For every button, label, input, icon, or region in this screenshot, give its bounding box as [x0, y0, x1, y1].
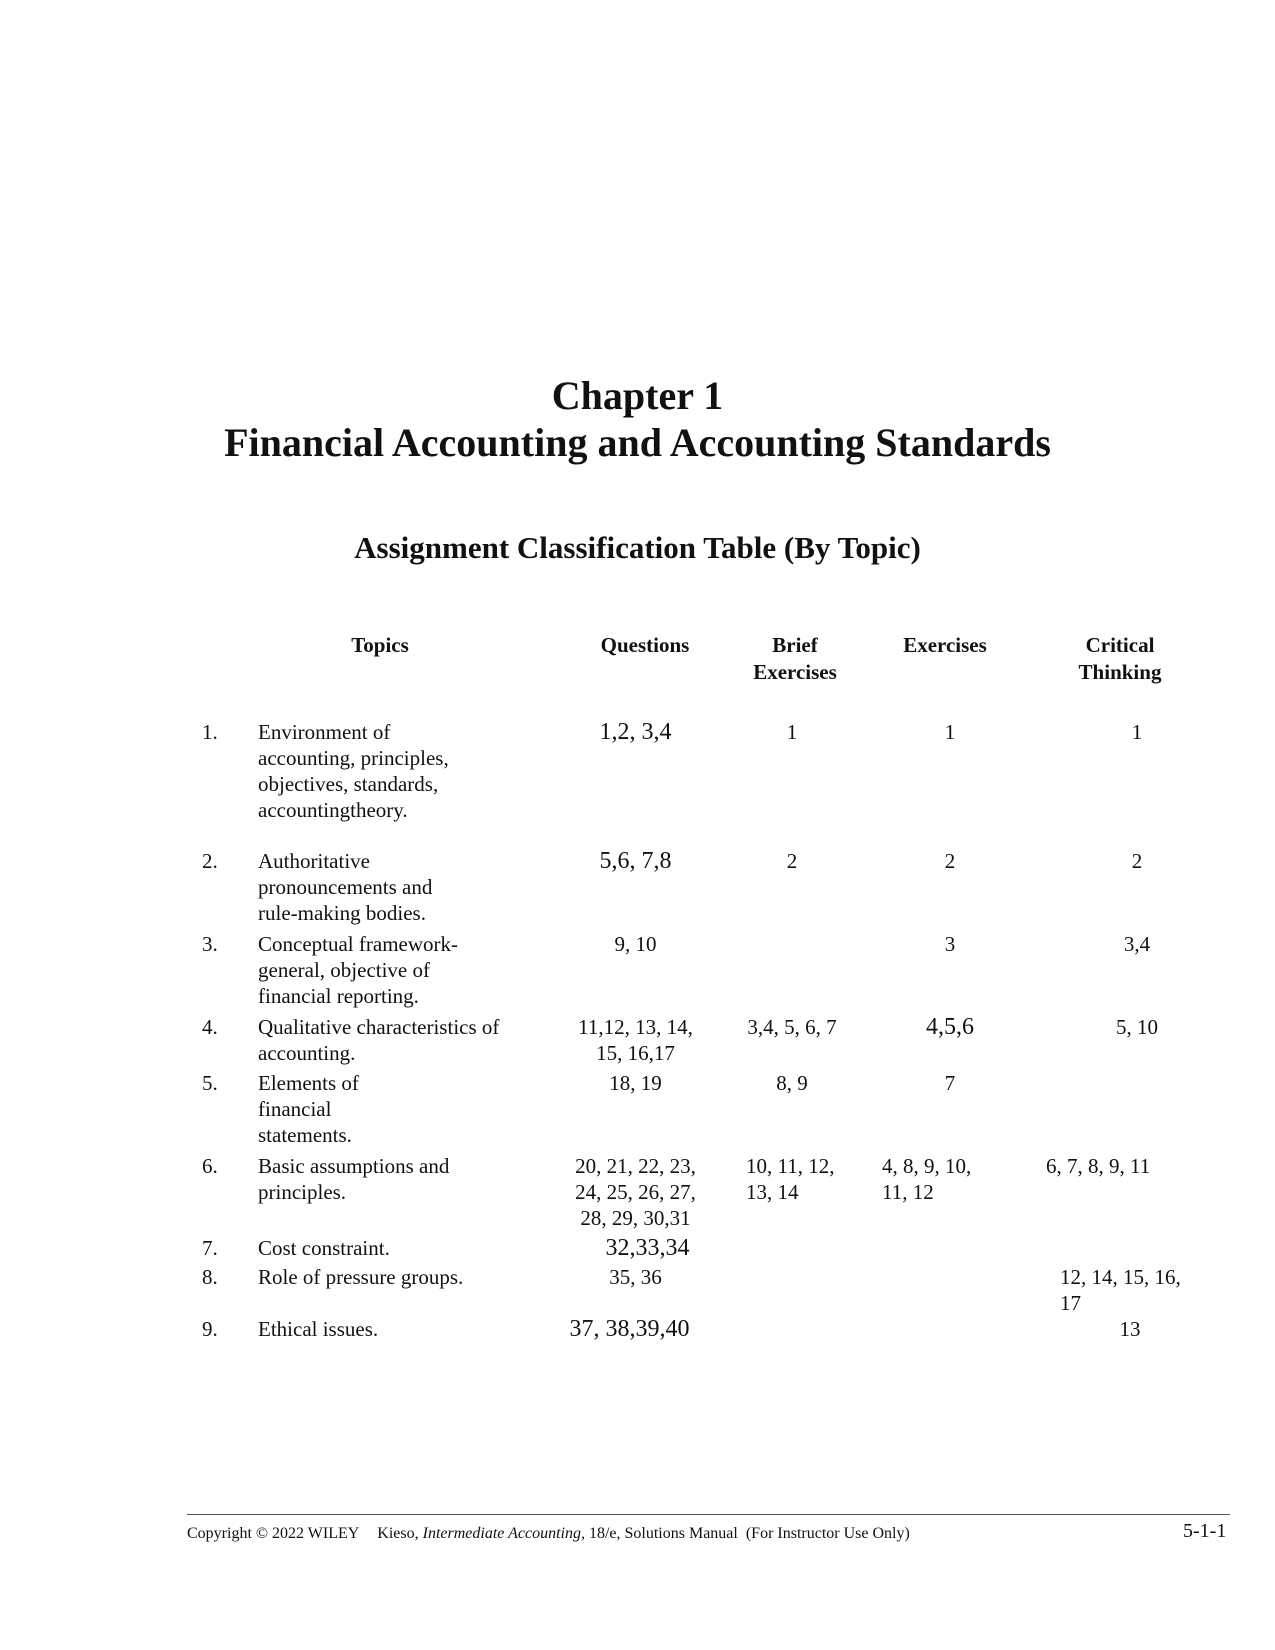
row-number: 2.: [202, 849, 218, 873]
footer-copyright: Copyright © 2022 WILEY: [187, 1525, 360, 1542]
topic-line: rule-making bodies.: [258, 901, 426, 925]
questions-line: 5,6, 7,8: [599, 848, 672, 874]
row-questions: [548, 848, 723, 874]
row-exercises: [880, 848, 1020, 874]
topic-line: Qualitative characteristics of: [258, 1015, 500, 1039]
column-header-critical-thinking-line-2: Thinking: [1078, 660, 1162, 684]
row-exercises: [880, 931, 1020, 957]
questions-line: 20, 21, 22, 23,: [575, 1154, 696, 1178]
column-header-brief-exercises-line-1: Brief: [772, 633, 818, 657]
row-brief-exercises: [722, 1070, 862, 1096]
topic-line: Role of pressure groups.: [258, 1265, 464, 1289]
critical-thinking-line: 13: [1119, 1317, 1141, 1341]
row-topic: [258, 1014, 558, 1066]
row-topic: [258, 931, 558, 1009]
exercises-line: 11, 12: [882, 1180, 934, 1204]
footer-author: Kieso,: [377, 1525, 419, 1542]
topic-line: Authoritative: [258, 849, 370, 873]
row-questions: [548, 931, 723, 957]
questions-line: 9, 10: [614, 932, 657, 956]
topic-line: Basic assumptions and: [258, 1154, 450, 1178]
footer-divider: [187, 1514, 1230, 1515]
questions-line: 15, 16,17: [596, 1041, 675, 1065]
questions-line: 1,2, 3,4: [599, 719, 672, 745]
row-number: 1.: [202, 720, 218, 744]
critical-thinking-line: 17: [1060, 1291, 1081, 1315]
chapter-title: Chapter 1: [551, 373, 724, 418]
topic-line: Environment of: [258, 720, 391, 744]
row-number: 8.: [202, 1265, 218, 1289]
row-critical-thinking: [1057, 719, 1217, 745]
brief-exercises-line: 3,4, 5, 6, 7: [747, 1015, 837, 1039]
table-title: Assignment Classification Table (By Topic): [354, 530, 921, 565]
row-topic: [258, 1153, 558, 1205]
questions-line: 28, 29, 30,31: [580, 1206, 691, 1230]
critical-thinking-line: 3,4: [1123, 932, 1151, 956]
topic-line: Ethical issues.: [258, 1317, 379, 1341]
row-questions: [548, 1264, 723, 1290]
exercises-line: 2: [944, 849, 956, 873]
row-critical-thinking: [1057, 931, 1217, 957]
row-critical-thinking: [1057, 1014, 1217, 1040]
column-header-questions: [570, 632, 720, 659]
footer-use-note: (For Instructor Use Only): [745, 1525, 910, 1542]
row-exercises: [880, 1014, 1020, 1040]
exercises-line: 4, 8, 9, 10,: [882, 1154, 972, 1178]
chapter-subtitle: Financial Accounting and Accounting Standards: [224, 420, 1051, 465]
brief-exercises-line: 2: [786, 849, 798, 873]
row-brief-exercises: [746, 1153, 886, 1205]
row-number: 7.: [202, 1236, 218, 1260]
row-brief-exercises: [722, 719, 862, 745]
row-topic: [258, 1235, 558, 1261]
column-header-critical-thinking-line-1: Critical: [1085, 633, 1155, 657]
exercises-line: 1: [944, 720, 956, 744]
brief-exercises-line: 10, 11, 12,: [746, 1154, 835, 1178]
questions-line: 11,12, 13, 14,: [578, 1015, 693, 1039]
critical-thinking-line: 1: [1131, 720, 1143, 744]
topic-line: objectives, standards,: [258, 772, 439, 796]
topic-line: principles.: [258, 1180, 347, 1204]
row-topic: [258, 1264, 558, 1290]
row-critical-thinking: [1046, 1153, 1206, 1179]
topic-line: accountingtheory.: [258, 798, 408, 822]
topic-line: statements.: [258, 1123, 352, 1147]
exercises-line: 7: [944, 1071, 956, 1095]
row-number: 3.: [202, 932, 218, 956]
row-questions: [548, 1153, 723, 1231]
row-topic: [258, 1316, 558, 1342]
brief-exercises-line: 8, 9: [776, 1071, 808, 1095]
column-header-brief-exercises: [720, 632, 870, 686]
row-topic: [258, 719, 558, 823]
row-exercises: [880, 1070, 1020, 1096]
row-critical-thinking: [1057, 848, 1217, 874]
column-header-exercises: [870, 632, 1020, 659]
questions-line: 37, 38,39,40: [569, 1316, 690, 1342]
brief-exercises-line: 13, 14: [746, 1180, 799, 1204]
page-number: 5-1-1: [1183, 1520, 1227, 1542]
topic-line: financial reporting.: [258, 984, 419, 1008]
column-header-topics-label: Topics: [351, 633, 409, 657]
row-critical-thinking: [1060, 1264, 1220, 1316]
critical-thinking-line: 12, 14, 15, 16,: [1060, 1265, 1181, 1289]
questions-line: 24, 25, 26, 27,: [575, 1180, 696, 1204]
footer-text: [187, 1524, 910, 1544]
row-number: 5.: [202, 1071, 218, 1095]
critical-thinking-line: 5, 10: [1116, 1015, 1158, 1039]
row-number: 4.: [202, 1015, 218, 1039]
row-number: 9.: [202, 1317, 218, 1341]
row-number: 6.: [202, 1154, 218, 1178]
topic-line: pronouncements and: [258, 875, 433, 899]
row-questions: [542, 1316, 717, 1342]
column-header-questions-label: Questions: [600, 633, 690, 657]
questions-line: 18, 19: [609, 1071, 662, 1095]
row-brief-exercises: [722, 1014, 862, 1040]
topic-line: financial: [258, 1097, 332, 1121]
column-header-exercises-label: Exercises: [903, 633, 987, 657]
topic-line: general, objective of: [258, 958, 430, 982]
row-questions: [548, 1014, 723, 1066]
row-brief-exercises: [722, 848, 862, 874]
column-header-topics: [300, 632, 460, 659]
footer-book-title: Intermediate Accounting,: [422, 1525, 585, 1542]
column-header-critical-thinking: [1045, 632, 1195, 686]
topic-line: Conceptual framework-: [258, 932, 459, 956]
column-header-brief-exercises-line-2: Exercises: [753, 660, 837, 684]
row-topic: [258, 1070, 558, 1148]
topic-line: accounting.: [258, 1041, 356, 1065]
critical-thinking-line: 6, 7, 8, 9, 11: [1046, 1154, 1151, 1178]
exercises-line: 4,5,6: [926, 1014, 974, 1040]
brief-exercises-line: 1: [786, 720, 798, 744]
questions-line: 35, 36: [609, 1265, 662, 1289]
row-exercises: [882, 1153, 1022, 1205]
row-questions: [548, 1070, 723, 1096]
questions-line: 32,33,34: [605, 1235, 690, 1261]
topic-line: Elements of: [258, 1071, 359, 1095]
row-exercises: [880, 719, 1020, 745]
row-critical-thinking: [1050, 1316, 1210, 1342]
critical-thinking-line: 2: [1131, 849, 1143, 873]
footer-edition: 18/e, Solutions Manual: [588, 1525, 738, 1542]
row-questions: [548, 719, 723, 745]
topic-line: accounting, principles,: [258, 746, 449, 770]
row-questions: [560, 1235, 735, 1261]
exercises-line: 3: [944, 932, 956, 956]
row-topic: [258, 848, 558, 926]
topic-line: Cost constraint.: [258, 1236, 390, 1260]
